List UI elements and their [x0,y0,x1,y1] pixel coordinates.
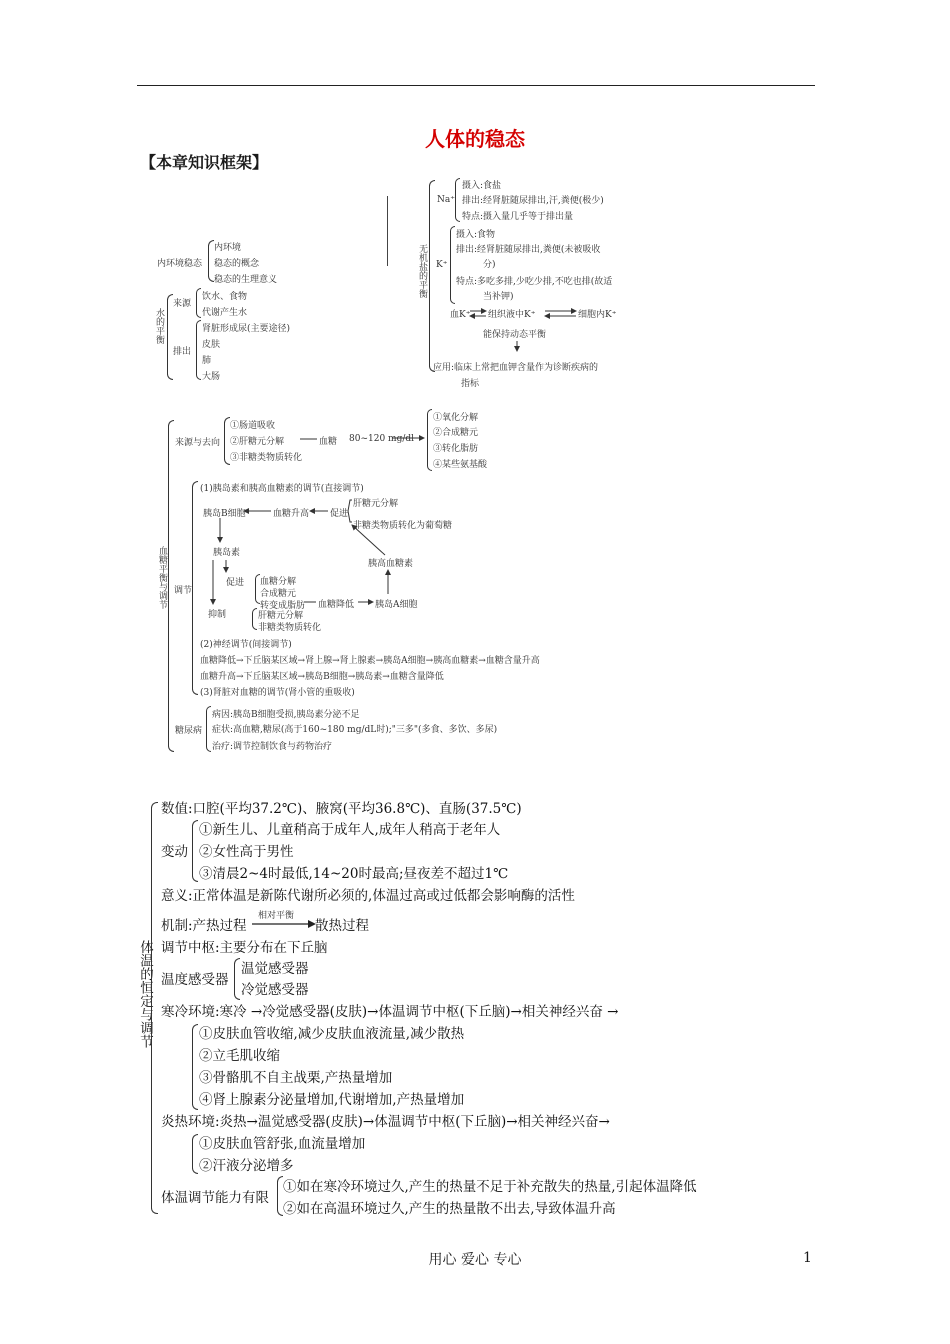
hot-response: ②汗液分泌增多 [199,1158,294,1174]
hot-response: ①皮肤血管舒张,血流量增加 [199,1136,366,1152]
insulin: 胰岛素 [213,548,241,558]
k-item: 摄入:食物 [456,230,496,240]
meaning-line: 意义:正常体温是新陈代谢所必须的,体温过高或过低都会影响酶的活性 [161,888,575,904]
hot-line: 炎热环境:炎热→温觉感受器(皮肤)→体温调节中枢(下丘脑)→相关神经兴奋→ [161,1114,610,1130]
diabetes-label: 糖尿病 [175,726,203,736]
na-item: 排出:经肾脏随尿排出,汗,粪便(极少) [462,196,604,206]
mechanism-prefix: 机制:产热过程 [161,918,247,934]
temperature-title: 体温的恒定与调节 [137,940,153,1048]
reg1-title: (1)胰岛素和胰高血糖素的调节(直接调节) [200,484,364,494]
limit-item: ②如在高温环境过久,产生的热量散不出去,导致体温升高 [283,1201,616,1217]
cold-line: 寒冷环境:寒冷 →冷觉感受器(皮肤)→体温调节中枢(下丘脑)→相关神经兴奋 → [161,1004,619,1020]
mechanism-arrow-label: 相对平衡 [258,911,295,921]
mechanism-arrow [250,918,318,930]
output-label: 排出 [173,347,192,357]
homeostasis-item: 稳态的生理意义 [214,275,278,285]
center-line: 调节中枢:主要分布在下丘脑 [161,940,328,956]
brace [151,802,158,1214]
application-line: 指标 [461,379,480,389]
diabetes-symptom: 症状:高血糖,糖尿(高于160~180 mg/dL时);"三多"(多食、多饮、多尿) [212,725,498,735]
reg2-title: (2)神经调节(间接调节) [200,640,292,650]
variation-item: ①新生儿、儿童稍高于成年人,成年人稍高于老年人 [199,822,501,838]
balance-right: 细胞内K⁺ [578,310,617,320]
glucose-destination: ①氧化分解 [433,413,479,423]
brace [234,958,240,1000]
na-item: 摄入:食盐 [462,181,502,191]
glucose-destination: ④某些氨基酸 [433,460,488,470]
glucose-title: 血糖平衡与调节 [157,546,167,609]
sugar-rise: 血糖升高 [273,509,310,519]
diabetes-treatment: 治疗:调节控制饮食与药物治疗 [212,742,333,752]
brace [192,1134,198,1174]
cold-response: ②立毛肌收缩 [199,1048,280,1064]
islet-b: 胰岛B细胞 [203,509,246,519]
application-line: 应用:临床上常把血钾含量作为诊断疾病的 [433,363,599,373]
regulation-label: 调节 [174,586,193,596]
output-item: 肺 [202,356,212,366]
brace [192,820,198,882]
source-item: 代谢产生水 [202,308,248,318]
insulin-effect: 转变成脂肪 [260,601,306,611]
section-label: 【本章知识框架】 [140,153,269,172]
page-title: 人体的稳态 [425,127,525,151]
source-label: 来源 [173,299,192,309]
inhibit-label: 抑制 [208,610,227,620]
blood-sugar: 血糖 [319,437,338,447]
k-item: 当补钾) [483,292,514,302]
diabetes-cause: 病因:胰岛B细胞受损,胰岛素分泌不足 [212,710,360,720]
receptor-item: 冷觉感受器 [241,982,309,998]
k-item: 排出:经肾脏随尿排出,粪便(未被吸收 [456,245,601,255]
homeostasis-item: 内环境 [214,243,242,253]
inhibit-effect: 非糖类物质转化 [258,623,322,633]
glucose-source: ②肝糖元分解 [230,437,285,447]
insulin-effect: 血糖分解 [260,577,297,587]
salt-title: 无机盐的平衡 [417,244,427,298]
reg3-title: (3)肾脏对血糖的调节(肾小管的重吸收) [200,688,355,698]
values-line: 数值:口腔(平均37.2℃)、腋窝(平均36.8℃)、直肠(37.5℃) [161,801,522,817]
reg2-line: 血糖升高→下丘脑某区域→胰岛B细胞→胰岛素→血糖含量降低 [200,672,444,682]
inhibit-effect: 肝糖元分解 [258,611,304,621]
variation-item: ③清晨2~4时最低,14~20时最高;昼夜差不超过1℃ [199,866,509,882]
reg2-line: 血糖降低→下丘脑某区域→肾上腺→肾上腺素→胰岛A细胞→胰高血糖素→血糖含量升高 [200,656,540,666]
homeostasis-head: 内环境稳态 [157,259,203,269]
page-number: 1 [803,1250,812,1266]
receptor-item: 温觉感受器 [241,961,309,977]
glucose-destination: ②合成糖元 [433,428,479,438]
limit-item: ①如在寒冷环境过久,产生的热量不足于补充散失的热量,引起体温降低 [283,1179,697,1195]
blood-sugar-range: 80~120 mg/dl [349,434,414,444]
sugar-drop: 血糖降低 [318,600,355,610]
mechanism-suffix: 散热过程 [315,918,369,934]
cold-response: ①皮肤血管收缩,减少皮肤血液流量,减少散热 [199,1026,465,1042]
variation-item: ②女性高于男性 [199,844,294,860]
cold-response: ④肾上腺素分泌量增加,代谢增加,产热量增加 [199,1092,465,1108]
output-item: 皮肤 [202,340,221,350]
promote-label: 促进 [330,509,349,519]
output-item: 大肠 [202,372,221,382]
glycogen-breakdown: 肝糖元分解 [353,499,399,509]
cold-response: ③骨骼肌不自主战栗,产热量增加 [199,1070,393,1086]
k-item: 特点:多吃多排,少吃少排,不吃也排(故适 [456,277,613,287]
glucose-source: ①肠道吸收 [230,421,276,431]
k-label: K⁺ [436,260,448,270]
insulin-effect: 合成糖元 [260,589,297,599]
glucose-destination: ③转化脂肪 [433,444,479,454]
k-item: 分) [483,260,496,270]
glucose-source: ③非糖类物质转化 [230,453,303,463]
glucagon: 胰高血糖素 [368,559,414,569]
water-title: 水的平衡 [154,308,164,344]
na-item: 特点:摄入量几乎等于排出量 [462,212,574,222]
receptor-label: 温度感受器 [161,972,229,988]
non-sugar-convert: 非糖类物质转化为葡萄糖 [353,521,453,531]
islet-a: 胰岛A细胞 [375,600,418,610]
balance-mid: 组织液中K⁺ [488,310,536,320]
output-item: 肾脏形成尿(主要途径) [202,324,291,334]
na-label: Na⁺ [437,195,455,205]
source-destination-label: 来源与去向 [175,438,221,448]
balance-note: 能保持动态平衡 [483,330,547,340]
limit-label: 体温调节能力有限 [161,1190,269,1206]
source-item: 饮水、食物 [202,292,248,302]
variation-label: 变动 [161,844,188,860]
footer-motto: 用心 爱心 专心 [428,1252,522,1268]
balance-left: 血K⁺ [450,310,471,320]
brace [192,1024,198,1110]
promote-label: 促进 [226,578,245,588]
homeostasis-item: 稳态的概念 [214,259,260,269]
